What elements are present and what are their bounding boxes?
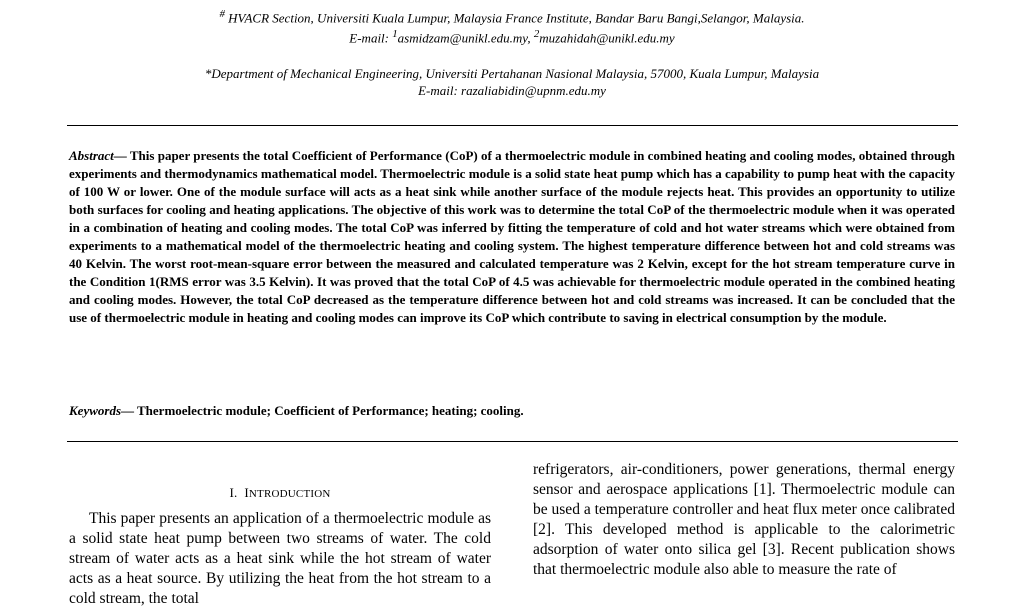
email-prefix: E-mail: <box>349 30 393 46</box>
introduction-paragraph: This paper presents an application of a thermoelectric module as a solid state heat pump between two streams of water. The cold stream of water acts as a heat sink while the hot stream of water acts as a heat source. By utilizing the heat from the hot stream to a cold stream, the total <box>69 510 491 607</box>
abstract-dash: — <box>113 148 130 163</box>
affiliation-block-2 <box>0 65 1024 99</box>
section-title-initial: I <box>244 485 249 500</box>
section-number: I. <box>229 485 238 500</box>
email-line-2: E-mail: razaliabidin@upnm.edu.my <box>418 83 606 98</box>
affiliation-block-1 <box>0 6 1024 47</box>
abstract-lead: Abstract <box>69 148 114 163</box>
email-1: asmidzam@unikl.edu.my, <box>397 30 534 46</box>
left-column <box>69 462 491 609</box>
affiliation-text-2: *Department of Mechanical Engineering, Universiti Pertahanan Nasional Malaysia, 57000, Kuala Lumpur, Malaysia <box>204 66 820 81</box>
affiliation-line-1 <box>0 6 1024 26</box>
top-divider <box>67 125 958 126</box>
section-title-rest: NTRODUCTION <box>248 488 331 500</box>
abstract <box>69 147 955 327</box>
abstract-text: This paper presents the total Coefficient of Performance (CoP) of a thermoelectric module in combined heating and cooling modes, obtained through experiments and thermodynamics mathematical model. Thermoelectric module is a solid state heat pump which has a capability to pump heat with the capacity of 100 W or lower. One of the module surface will acts as a heat sink while another surface of the module rejects heat. This provides an opportunity to utilize both surfaces for cooling and heating applications. The objective of this work was to determine the total CoP of the thermoelectric module when it was operated in a combination of heating and cooling modes. The total CoP was inferred by fitting the temperature of cold and hot water streams which were obtained from experiments to a mathematical model of the thermoelectric heating and cooling system. The highest temperature difference between hot and cold streams was 40 Kelvin. The worst root-mean-square error between the measured and calculated temperature was 2 Kelvin, except for the hot stream temperature curve in the Condition 1(RMS error was 3.5 Kelvin). It was proved that the total CoP of 4.5 was achievable for thermoelectric module operated in the combined heating and cooling modes. However, the total CoP decreased as the temperature difference between hot and cold streams was increased. It can be concluded that the use of thermoelectric module in heating and cooling modes can improve its CoP which contribute to saving in electrical consumption by the module. <box>69 148 955 325</box>
affiliation-text-1: HVACR Section, Universiti Kuala Lumpur, Malaysia France Institute, Bandar Baru Bangi,Selangor, Malaysia. <box>224 10 805 26</box>
email-line-1 <box>0 26 1024 46</box>
keywords-text: Thermoelectric module; Coefficient of Performance; heating; cooling. <box>137 403 524 418</box>
bottom-divider <box>67 441 958 442</box>
email-1-sup: 1 <box>392 28 398 41</box>
email-2-sup: 2 <box>533 28 540 41</box>
keywords-lead: Keywords <box>69 403 121 418</box>
keywords-dash: — <box>121 403 138 418</box>
section-heading-introduction <box>69 484 491 503</box>
affiliation-marker: # <box>219 8 225 20</box>
right-column-paragraph: refrigerators, air-conditioners, power generations, thermal energy sensor and aerospace applications [1]. Thermoelectric module can be used a temperature controller and heat flux meter once calibrated [2]. This developed method is applicable to the calorimetric adsorption of water onto silica gel [3]. Recent publication shows that thermoelectric module also able to measure the rate of <box>533 461 955 578</box>
email-2: muzahidah@unikl.edu.my <box>539 30 675 46</box>
right-column <box>533 460 955 580</box>
keywords <box>69 402 955 420</box>
